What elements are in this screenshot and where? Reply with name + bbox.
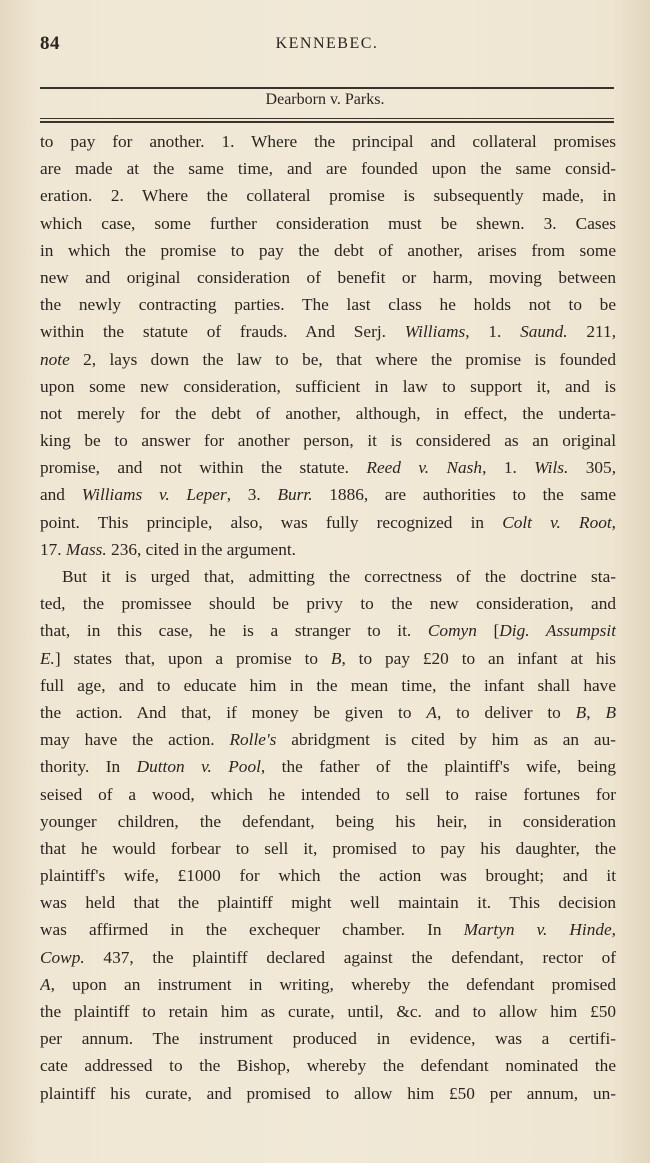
text-line	[40, 536, 616, 563]
text-line	[40, 210, 616, 237]
italic-text: Wils.	[534, 458, 569, 478]
italic-text: A	[426, 702, 437, 722]
text-run: which case, some further consideration must be shewn. 3. Cases	[40, 213, 616, 233]
italic-text: A	[40, 974, 51, 994]
text-run: thority. In	[40, 757, 137, 777]
text-run: upon some new consideration, sufficient in law to support it, and is	[40, 376, 616, 396]
text-line	[40, 617, 616, 644]
text-run: ,	[586, 702, 606, 722]
text-line	[40, 427, 616, 454]
text-run: 437, the plaintiff declared against the defendant, rector of	[84, 947, 616, 967]
text-run: 236, cited in the argument.	[106, 539, 296, 559]
text-line	[40, 645, 616, 672]
text-line	[40, 481, 616, 508]
text-run: 17.	[40, 539, 66, 559]
text-line	[40, 889, 616, 916]
italic-text: Burr.	[277, 485, 313, 505]
italic-text: Colt v. Root	[502, 512, 612, 532]
case-title-rule-thick	[40, 121, 614, 123]
text-line	[40, 563, 616, 590]
text-line	[40, 128, 616, 155]
text-line	[40, 237, 616, 264]
text-run: are made at the same time, and are founded upon the same consid-	[40, 159, 616, 179]
text-run: cate addressed to the Bishop, whereby the defendant nominated the	[40, 1056, 616, 1076]
text-run: plaintiff his curate, and promised to allow him £50 per annum, un-	[40, 1083, 616, 1103]
text-run: within the statute of frauds. And Serj.	[40, 322, 405, 342]
text-run: But it is urged that, admitting the correctness of the doctrine sta-	[62, 567, 616, 586]
text-line	[40, 998, 616, 1025]
text-line	[40, 835, 616, 862]
text-run: promise, and not within the statute.	[40, 458, 367, 478]
text-run: younger children, the defendant, being his heir, in consideration	[40, 811, 616, 831]
text-run: , 1.	[482, 458, 535, 478]
text-run: in which the promise to pay the debt of another, arises from some	[40, 240, 616, 260]
text-run: 305,	[568, 458, 616, 478]
body-text	[40, 128, 616, 1107]
text-line	[40, 699, 616, 726]
italic-text: note	[40, 349, 70, 369]
text-run: to pay for another. 1. Where the principal and collateral promises	[40, 132, 616, 151]
text-run: ,	[611, 920, 616, 940]
header-rule	[40, 87, 614, 89]
text-run: , the father of the plaintiff's wife, being	[260, 757, 616, 777]
italic-text: B	[575, 702, 587, 722]
text-run: may have the action.	[40, 730, 230, 750]
text-run: ted, the promissee should be privy to the new consideration, and	[40, 594, 616, 614]
text-run: , 1.	[465, 322, 521, 342]
text-run: that, in this case, he is a stranger to it.	[40, 621, 428, 641]
text-line	[40, 318, 616, 345]
text-line	[40, 155, 616, 182]
italic-text: Mass.	[65, 539, 107, 559]
text-run: 2, lays down the law to be, that where the promise is founded	[69, 349, 616, 369]
text-line	[40, 291, 616, 318]
text-run: ] states that, upon a promise to	[54, 648, 331, 668]
text-run: [	[476, 621, 500, 641]
text-line	[40, 808, 616, 835]
text-run: 1886, are authorities to the same	[312, 485, 616, 505]
text-run: abridgment is cited by him as an au-	[276, 730, 616, 750]
text-line	[40, 509, 616, 536]
case-title: Dearborn v. Parks.	[265, 91, 385, 108]
text-line	[40, 916, 616, 943]
italic-text: Martyn v. Hinde	[463, 920, 612, 940]
text-line	[40, 753, 616, 780]
text-run: new and original consideration of benefit or harm, moving between	[40, 267, 616, 287]
text-line	[40, 590, 616, 617]
italic-text: B	[330, 648, 342, 668]
italic-text: Cowp.	[40, 947, 85, 967]
text-run: that he would forbear to sell it, promised to pay his daughter, the	[40, 838, 616, 858]
case-title-rule	[40, 118, 614, 119]
italic-text: E.	[40, 648, 55, 668]
text-line	[40, 1052, 616, 1079]
text-line	[40, 454, 616, 481]
text-run: seised of a wood, which he intended to sell to raise fortunes for	[40, 784, 616, 804]
text-run: 211,	[567, 322, 616, 342]
italic-text: Dutton v. Pool	[136, 757, 261, 777]
italic-text: Reed v. Nash	[366, 458, 483, 478]
text-line	[40, 944, 616, 971]
text-line	[40, 672, 616, 699]
text-run: was affirmed in the exchequer chamber. In	[40, 920, 464, 940]
italic-text: Dig. Assumpsit	[499, 621, 616, 641]
text-run: , upon an instrument in writing, whereby the defendant promised	[50, 974, 616, 994]
text-run: was held that the plaintiff might well maintain it. This decision	[40, 893, 616, 913]
italic-text: Comyn	[427, 621, 477, 641]
italic-text: B	[605, 702, 616, 722]
text-run: ,	[611, 512, 616, 532]
text-run: , 3.	[226, 485, 278, 505]
text-run: and	[40, 485, 82, 505]
text-line	[40, 862, 616, 889]
text-run: king be to answer for another person, it is considered as an original	[40, 431, 616, 451]
text-run: per annum. The instrument produced in evidence, was a certifi-	[40, 1029, 616, 1049]
italic-text: Rolle's	[229, 730, 277, 750]
text-run: point. This principle, also, was fully recognized in	[40, 512, 503, 532]
text-run: , to pay £20 to an infant at his	[341, 648, 616, 668]
text-run: , to deliver to	[436, 702, 576, 722]
text-line	[40, 373, 616, 400]
text-line	[40, 264, 616, 291]
text-line	[40, 1025, 616, 1052]
italic-text: Williams	[404, 322, 466, 342]
running-title: KENNEBEC.	[275, 35, 379, 52]
text-line	[40, 346, 616, 373]
text-line	[40, 400, 616, 427]
text-line	[40, 726, 616, 753]
text-run: eration. 2. Where the collateral promise is subsequently made, in	[40, 186, 616, 206]
text-run: the plaintiff to retain him as curate, until, &c. and to allow him £50	[40, 1002, 616, 1021]
text-run: not merely for the debt of another, although, in effect, the underta-	[40, 403, 616, 423]
italic-text: Saund.	[520, 322, 568, 342]
page-number: 84	[40, 33, 60, 54]
text-line	[40, 1080, 616, 1107]
text-line	[40, 182, 616, 209]
text-line	[40, 971, 616, 998]
text-run: the action. And that, if money be given to	[40, 702, 427, 722]
text-run: the newly contracting parties. The last class he holds not to be	[40, 295, 616, 315]
running-head	[40, 33, 614, 59]
italic-text: Williams v. Leper	[81, 485, 227, 505]
text-run: plaintiff's wife, £1000 for which the action was brought; and it	[40, 866, 616, 886]
text-run: full age, and to educate him in the mean time, the infant shall have	[40, 675, 616, 695]
text-line	[40, 781, 616, 808]
